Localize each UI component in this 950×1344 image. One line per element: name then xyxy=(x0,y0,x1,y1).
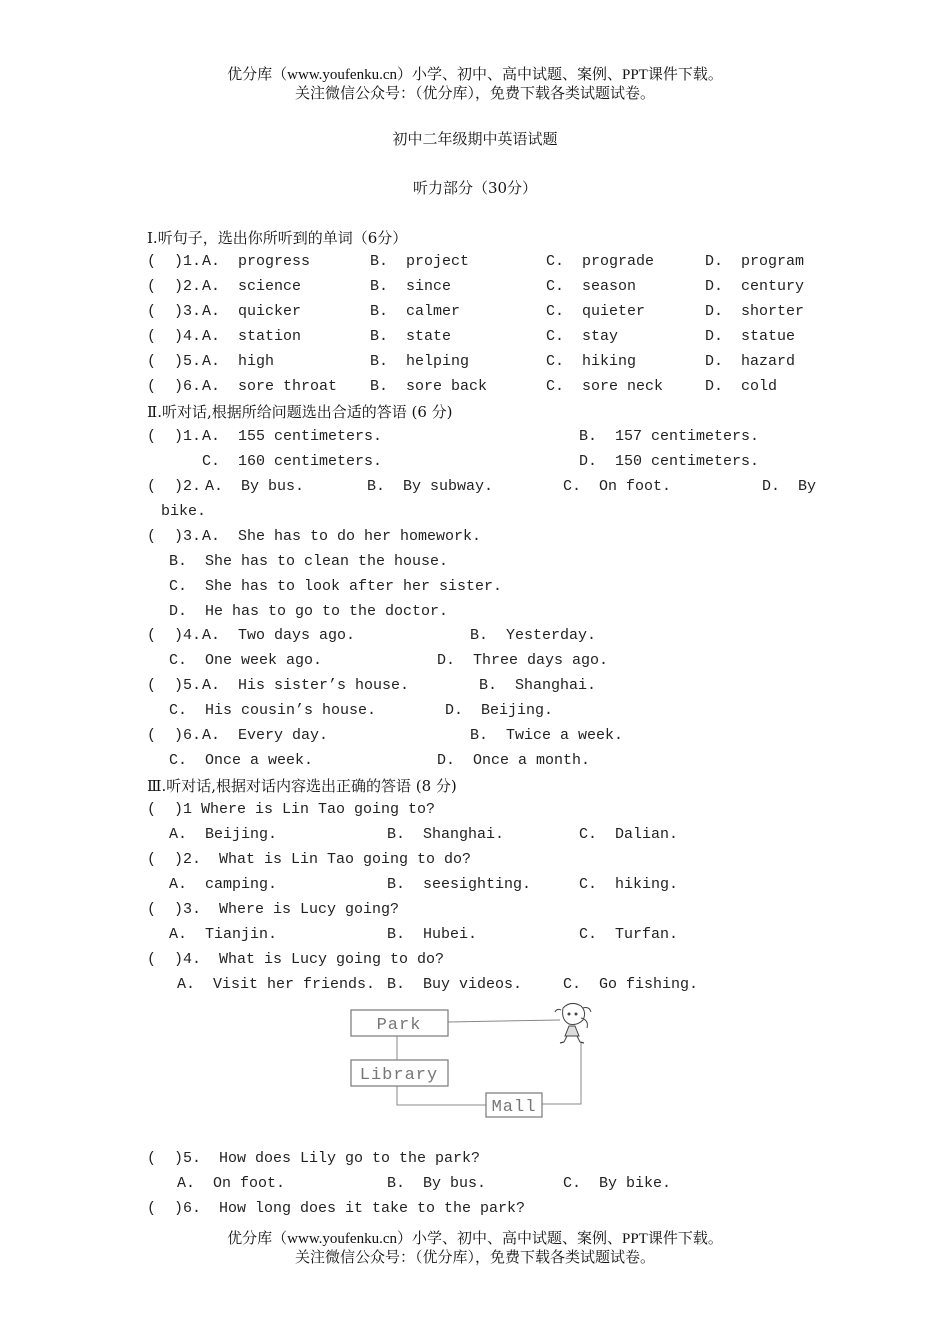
option-b: B. Shanghai. xyxy=(387,826,505,843)
option-c: C. hiking xyxy=(546,353,637,370)
option-c: C. sore neck xyxy=(546,378,664,395)
option-a: A. 155 centimeters. xyxy=(202,428,383,445)
option-b: B. project xyxy=(370,253,470,270)
option-b: B. 157 centimeters. xyxy=(579,428,760,445)
option-c: C. prograde xyxy=(546,253,655,270)
page-title: 初中二年级期中英语试题 xyxy=(392,130,558,148)
mall-label: Mall xyxy=(491,1098,537,1117)
option-b: B. calmer xyxy=(370,303,461,320)
option-a: A. Two days ago. xyxy=(202,627,356,644)
option-b: B. Buy videos. xyxy=(387,976,523,993)
question-number: ( )2. xyxy=(147,478,202,495)
question-number: ( )1. xyxy=(147,428,202,445)
option-a: A. Beijing. xyxy=(169,826,278,843)
question-number: ( )3. xyxy=(147,528,202,545)
option-d: D. shorter xyxy=(705,303,805,320)
option-b: B. Twice a week. xyxy=(470,727,624,744)
option-b: B. By bus. xyxy=(387,1175,487,1192)
option-c: C. By bike. xyxy=(563,1175,672,1192)
library-box xyxy=(351,1060,448,1086)
option-a: A. Visit her friends. xyxy=(177,976,376,993)
footer-line-1: 优分库（www.youfenku.cn）小学、初中、高中试题、案例、PPT课件下载。 xyxy=(227,1231,723,1247)
park-box xyxy=(351,1010,448,1036)
option-c: C. On foot. xyxy=(563,478,672,495)
option-b: B. She has to clean the house. xyxy=(169,553,449,570)
option-d: D. cold xyxy=(705,378,778,395)
question-stem: ( )2. What is Lin Tao going to do? xyxy=(147,851,472,868)
footer-line-2: 关注微信公众号：（优分库），免费下载各类试题试卷。 xyxy=(294,1250,655,1266)
option-b: B. Shanghai. xyxy=(479,677,597,694)
option-a: A. On foot. xyxy=(177,1175,286,1192)
option-d-continued: bike. xyxy=(161,503,207,520)
header-line-1: 优分库（www.youfenku.cn）小学、初中、高中试题、案例、PPT课件下载。 xyxy=(227,67,723,83)
option-c: C. Once a week. xyxy=(169,752,314,769)
option-b: B. seesighting. xyxy=(387,876,532,893)
option-b: B. helping xyxy=(370,353,470,370)
question-stem: ( )4. What is Lucy going to do? xyxy=(147,951,445,968)
question-stem: ( )3. Where is Lucy going? xyxy=(147,901,400,918)
option-d: D. century xyxy=(705,278,805,295)
option-d: D. He has to go to the doctor. xyxy=(169,603,449,620)
option-d: D. Three days ago. xyxy=(437,652,609,669)
option-c: C. Turfan. xyxy=(579,926,679,943)
option-b: B. Yesterday. xyxy=(470,627,597,644)
option-b: B. state xyxy=(370,328,452,345)
option-d: D. program xyxy=(705,253,805,270)
option-a: A. His sister’s house. xyxy=(202,677,410,694)
option-b: B. since xyxy=(370,278,452,295)
option-c: C. stay xyxy=(546,328,619,345)
option-c: C. She has to look after her sister. xyxy=(169,578,503,595)
option-a: A. sore throat xyxy=(202,378,338,395)
question-number: ( )2. xyxy=(147,278,202,295)
girl-figure-icon xyxy=(555,1003,591,1043)
page-subtitle: 听力部分（30分） xyxy=(412,179,538,197)
option-b: B. By subway. xyxy=(367,478,494,495)
question-number: ( )6. xyxy=(147,378,202,395)
option-a: A. She has to do her homework. xyxy=(202,528,482,545)
question-number: ( )4. xyxy=(147,328,202,345)
option-a: A. station xyxy=(202,328,302,345)
question-stem: ( )5. How does Lily go to the park? xyxy=(147,1150,481,1167)
route-map-diagram xyxy=(345,1000,610,1125)
option-d: D. 150 centimeters. xyxy=(579,453,760,470)
option-d: D. By xyxy=(762,478,817,495)
question-number: ( )5. xyxy=(147,677,202,694)
question-number: ( )3. xyxy=(147,303,202,320)
option-a: A. progress xyxy=(202,253,311,270)
section-3-heading: Ⅲ.听对话,根据对话内容选出正确的答语 (8 分) xyxy=(147,777,457,795)
option-d: D. statue xyxy=(705,328,796,345)
option-b: B. Hubei. xyxy=(387,926,478,943)
option-c: C. One week ago. xyxy=(169,652,323,669)
header-line-2: 关注微信公众号：（优分库），免费下载各类试题试卷。 xyxy=(294,86,655,102)
question-stem: ( )1 Where is Lin Tao going to? xyxy=(147,801,436,818)
mall-box xyxy=(486,1093,542,1117)
option-c: C. hiking. xyxy=(579,876,679,893)
option-a: A. By bus. xyxy=(205,478,305,495)
option-c: C. Dalian. xyxy=(579,826,679,843)
question-number: ( )1. xyxy=(147,253,202,270)
question-number: ( )5. xyxy=(147,353,202,370)
option-a: A. quicker xyxy=(202,303,302,320)
section-1-heading: Ⅰ.听句子，选出你所听到的单词（6分） xyxy=(147,229,408,247)
option-c: C. 160 centimeters. xyxy=(202,453,383,470)
park-label: Park xyxy=(376,1016,422,1035)
option-c: C. quieter xyxy=(546,303,646,320)
option-b: B. sore back xyxy=(370,378,488,395)
question-number: ( )4. xyxy=(147,627,202,644)
option-a: A. camping. xyxy=(169,876,278,893)
option-d: D. Once a month. xyxy=(437,752,591,769)
option-c: C. His cousin’s house. xyxy=(169,702,377,719)
option-a: A. Tianjin. xyxy=(169,926,278,943)
option-d: D. Beijing. xyxy=(445,702,554,719)
section-2-heading: Ⅱ.听对话,根据所给问题选出合适的答语 (6 分) xyxy=(147,403,453,421)
option-a: A. science xyxy=(202,278,302,295)
question-number: ( )6. xyxy=(147,727,202,744)
option-d: D. hazard xyxy=(705,353,796,370)
option-a: A. Every day. xyxy=(202,727,329,744)
option-c: C. season xyxy=(546,278,637,295)
option-c: C. Go fishing. xyxy=(563,976,699,993)
question-stem: ( )6. How long does it take to the park? xyxy=(147,1200,526,1217)
library-label: Library xyxy=(359,1066,439,1085)
option-a: A. high xyxy=(202,353,275,370)
